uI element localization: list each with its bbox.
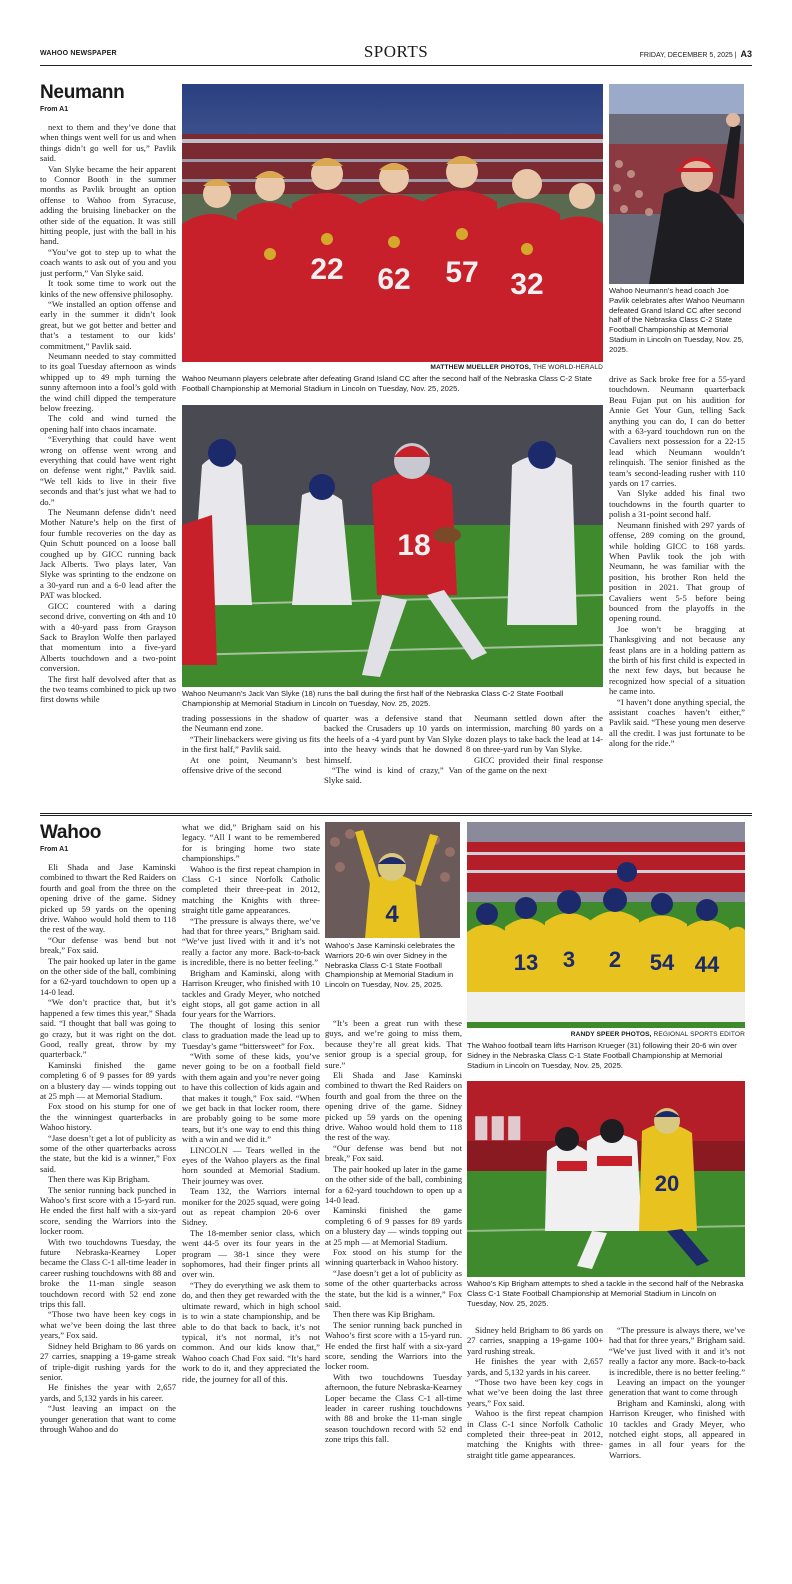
wahoo-column-1 — [40, 862, 176, 1502]
paragraph: “Our defense was bend but not break,” Fox said. — [325, 1142, 462, 1164]
neumann-jump-line: From A1 — [40, 106, 69, 113]
paragraph: Neumann needed to stay committed to its goal Tuesday afternoon as winds whipped up to 49 mph turning the sunny afternoon into a fool’s gold with the wind chill dipped the temperature below freezing. — [40, 350, 176, 413]
paragraph: “You’ve got to step up to what the coach wants to ask out of you and you just perform,” Van Slyke said. — [40, 246, 176, 278]
header-rule — [40, 65, 752, 66]
photo-caption: The Wahoo football team lifts Harrison Krueger (31) following their 20-6 win over Sidney in the Nebraska Class C-1 State Football Championship at Memorial Stadium in Lincoln on Tuesday, Nov. 25, 2025. — [467, 1041, 737, 1070]
paragraph: Brigham and Kaminski, along with Harrison Kreuger, who finished with 10 tackles and Grady Meyer, who notched eight stops, all got game action in all four years for the Warriors. — [182, 967, 320, 1020]
paragraph: Eli Shada and Jase Kaminski combined to thwart the Red Raiders on fourth and goal from the three on the opening drive of the game. Sidney picked up 59 yards on the opening drive. Wahoo would hold them to 118 the rest of the way. — [40, 862, 176, 935]
paragraph: “I haven’t done anything special, the assistant coaches haven’t either,” Pavlik said. “These young men deserve all the credit. I was just fortunate to be along for the ride.” — [609, 696, 745, 749]
kaminski-celebration-photo — [325, 822, 460, 938]
paragraph: The 18-member senior class, which went 44-5 over its four years in the program — 38-1 since they were sophomores, had their finger prints all over win. — [182, 1227, 320, 1280]
paragraph: “The wind is kind of crazy,” Van Slyke said. — [324, 765, 462, 786]
paragraph: what we did,” Brigham said on his legacy. “All I want to be remembered for is bringing home two state championships.” — [182, 822, 320, 864]
paragraph: “Those two have been key cogs in what we’ve been doing the last three years,” Fox said. — [40, 1309, 176, 1341]
neumann-celebration-photo — [182, 84, 603, 362]
neumann-column-2 — [182, 713, 320, 811]
paragraph: Fox stood on his stump for the winning quarterback in Wahoo history. — [325, 1246, 462, 1268]
paragraph: Sidney held Brigham to 86 yards on 27 carries, snapping a 19-game 100+ yard rushing streak. — [467, 1325, 603, 1356]
paragraph: Brigham and Kaminski, along with Harrison Kreuger, who finished with 10 tackles and Grady Meyer, who notched eight stops, all appeared in games in all four years for the Warriors. — [609, 1397, 745, 1460]
paragraph: Sidney held Brigham to 86 yards on 27 carries, snapping a 19-game streak of triple-digit rushing yards for the senior. — [40, 1340, 176, 1382]
paragraph: Kaminski finished the game completing 6 of 9 passes for 89 yards on a blustery day — winds topping out at 25 mph — at Memorial Stadium. — [40, 1059, 176, 1101]
photo-credit: MATTHEW MUELLER PHOTOS, THE WORLD-HERALD — [430, 364, 603, 371]
paragraph: The pair hooked up later in the game on the other side of the ball, combining for a 62-yard touchdown to open up a 14-0 lead. — [40, 955, 176, 997]
photo-credit: RANDY SPEER PHOTOS, REGIONAL SPORTS EDITOR — [570, 1031, 745, 1038]
jersey-number: 20 — [654, 1171, 680, 1196]
paragraph: “Our defense was bend but not break,” Fox said. — [40, 934, 176, 956]
issue-date: FRIDAY, DECEMBER 5, 2025 — [639, 52, 733, 59]
paragraph: “They do everything we ask them to do, and then they get rewarded with the ultimate reward, which in high school is to win a state championship, and be able to do that back to back, it’s not typical, it’s not normal, it’s not common. And our kids know that,” Wahoo coach Chad Fox said. “It’s hard work to do it, and they appreciated the ride, the journey for all of this. — [182, 1279, 320, 1384]
paragraph: LINCOLN — Tears welled in the eyes of the Wahoo players as the final horn sounded at Memorial Stadium. Their journey was over. — [182, 1144, 320, 1186]
paragraph: “The pressure is always there, we’ve had that for three years,” Brigham said. “We’ve just lived with it and it’s not really a factor any more. Back-to-back is incredible, there is no better feeling.” — [182, 915, 320, 968]
paragraph: “The pressure is always there, we’ve had that for three years,” Brigham said. “We’ve just lived with it and it’s not really a factor any more. Back-to-back is incredible, there is no better feeling.” — [609, 1325, 745, 1377]
paragraph: “We don’t practice that, but it’s happened a few times this year,” Shada said. “I thought that ball was going to go crazy, but it was right on the dot. Good, really great, throw by my quarterback.” — [40, 997, 176, 1060]
paragraph: GICC countered with a daring second drive, converting on 4th and 10 with a 40-yard pass from Grayson Sack to Braylon Wolfe then parlayed that momentum into a five-yard Alberts touchdown and a two-point conversion. — [40, 600, 176, 674]
paragraph: “Jase doesn’t get a lot of publicity as some of the other quarterbacks across the state, but the kid is a winner,” Fox said. — [40, 1132, 176, 1174]
brigham-tackle-photo — [467, 1081, 745, 1277]
jersey-number: 18 — [397, 529, 431, 562]
page-info — [640, 49, 752, 59]
photo-caption: Wahoo Neumann’s head coach Joe Pavlik celebrates after Wahoo Neumann defeated Grand Island CC after second half of the Nebraska Class C-2 State Football Championship at Memorial Stadium in Lincoln on Tuesday, Nov. 25, 2025. — [609, 286, 745, 354]
paragraph: The first half devolved after that as the two teams combined to pick up two first downs while — [40, 673, 176, 705]
page-number: A3 — [740, 49, 752, 59]
paragraph: With two touchdowns Tuesday, the future Nebraska-Kearney Loper became the Class C-1 all-time leader in career rushing touchdowns with 88 and broke the 11-man single season touchdown record with 52 end zone trips this fall. — [40, 1236, 176, 1310]
paragraph: Wahoo is the first repeat champion in Class C-1 since Norfolk Catholic completed their three-peat in 2012, matching the Knights with three-straight title game appearances. — [182, 863, 320, 916]
wahoo-column-5 — [609, 1325, 745, 1502]
photo-caption: Wahoo Neumann’s Jack Van Slyke (18) runs the ball during the first half of the Nebraska Class C-2 State Football Championship at Memorial Stadium in Lincoln on Tuesday, Nov. 25, 2025. — [182, 689, 564, 708]
paragraph: “Those two have been key cogs in what we’ve been doing the last three years,” Fox said. — [467, 1377, 603, 1408]
paragraph: Then there was Kip Brigham. — [333, 1309, 435, 1320]
paragraph: He finishes the year with 2,657 yards, and 5,132 yards in his career. — [467, 1356, 603, 1377]
paragraph: Joe won’t be bragging at Thanksgiving and not because any feast plans are in a holding pattern as the birth of his first child is expected in the next few days, but because he recognized how special of a situation he came into. — [609, 623, 745, 697]
jersey-number: 44 — [694, 952, 720, 977]
neumann-column-3 — [324, 713, 462, 811]
photo-caption: Wahoo’s Kip Brigham attempts to shed a tackle in the second half of the Nebraska Class C-1 State Football Championship at Memorial Stadium in Lincoln on Tuesday, Nov. 25, 2025. — [467, 1279, 744, 1308]
paragraph: Eli Shada and Jase Kaminski combined to thwart the Red Raiders on fourth and goal from the three on the opening drive of the game. Sidney picked up 59 yards on the opening drive. Wahoo would hold them to 118 the rest of the way. — [325, 1070, 462, 1143]
paragraph: “Their linebackers were giving us fits in the first half,” Pavlik said. — [182, 733, 320, 755]
paragraph: “It’s been a great run with these guys, and we’re going to miss them, because they’re all great kids. That senior group is a special group, for sure.” — [325, 1018, 462, 1070]
neumann-column-1 — [40, 122, 176, 810]
paragraph: The thought of losing this senior class to graduation made the lead up to Tuesday’s game “bittersweet” for Fox. — [182, 1019, 320, 1051]
coach-celebration-photo — [609, 84, 744, 284]
wahoo-column-4 — [467, 1325, 603, 1502]
paragraph: It took some time to work out the kinks of the new offensive philosophy. — [40, 278, 176, 299]
paragraph: “Everything that could have went wrong on offense went wrong and everything that could have went right on defense went right,” Pavlik said. “We tell kids to live in their five seconds and that’s just what we had to do.” — [40, 434, 176, 507]
paragraph: Then there was Kip Brigham. — [48, 1174, 150, 1185]
paragraph: “With some of these kids, you’ve never going to be on a football field with them again and you’re never going to have this collection of kids again and that makes it tough,” Fox said. “When we get back in that locker room, there are probably going to be some more tears, but it’s one way to end this thing with a win and we did it.” — [182, 1050, 320, 1145]
neumann-column-5 — [609, 374, 745, 811]
jersey-number: 13 — [513, 950, 539, 975]
paragraph: With two touchdowns Tuesday afternoon, the future Nebraska-Kearney Loper became the Class C-1 all-time leader in career rushing touchdowns with 88 and broke the 11-man single season touchdown record with 52 end zone trips this fall. — [325, 1371, 462, 1445]
header-separator: | — [734, 52, 737, 59]
paragraph: Kaminski finished the game completing 6 of 9 passes for 89 yards on a blustery day — winds topping out at 25 mph — at Memorial Stadium. — [325, 1205, 462, 1247]
paragraph: Van Slyke added his final two touchdowns in the fourth quarter to polish a 31-point second half. — [609, 488, 745, 520]
paragraph: next to them and they’ve done that when things went well for us and when things didn’t go well for us,” Pavlik said. — [40, 122, 176, 164]
svg-text:▮▮▮: ▮▮▮ — [473, 1110, 523, 1143]
paragraph: The senior running back punched in Wahoo’s first score with a 15-yard run. He ended the first half with a six-yard score, sending the Warriors into the locker room. — [325, 1319, 462, 1372]
wahoo-jump-line: From A1 — [40, 846, 69, 853]
newspaper-name: WAHOO NEWSPAPER — [40, 50, 117, 57]
jersey-number: 57 — [445, 256, 479, 289]
jersey-number: 54 — [649, 950, 675, 975]
wahoo-headline: Wahoo — [40, 822, 102, 843]
paragraph: The cold and wind turned the opening half into chaos incarnate. — [40, 413, 176, 434]
paragraph: trading possessions in the shadow of the Neumann end zone. — [182, 713, 320, 734]
paragraph: Neumann finished with 297 yards of offense, 289 coming on the ground, while holding GICC to 168 yards. When Pavlik took the job with Neumann, he was familiar with the position, his brother Ron held the position in 2021. That group of Cavaliers went 5-5 before being bounced from the playoffs in the opening round. — [609, 519, 745, 624]
paragraph: “Jase doesn’t get a lot of publicity as some of the other quarterbacks across the state, but the kid is a winner,” Fox said. — [325, 1267, 462, 1309]
paragraph: GICC provided their final response of the game on the next — [466, 754, 603, 776]
paragraph: He finishes the year with 2,657 yards, and 5,132 yards in his career. — [40, 1382, 176, 1403]
paragraph: Neumann settled down after the intermission, marching 80 yards on a dozen plays to take back the lead at 14-8 on three-yard run by Van Slyke. — [466, 713, 603, 755]
neumann-headline: Neumann — [40, 82, 125, 103]
jersey-number: 3 — [562, 947, 576, 972]
photo-caption: Wahoo Neumann players celebrate after defeating Grand Island CC after the second half of the Nebraska Class C-2 State Football Championship at Memorial Stadium in Lincoln on Tuesday, Nov. 25, 2025. — [182, 374, 593, 393]
paragraph: Leaving an impact on the younger generation that want to come through — [609, 1377, 745, 1398]
story-divider — [40, 813, 752, 816]
jersey-number: 32 — [510, 268, 544, 301]
paragraph: “We installed an option offense and early in the summer it didn’t look great, but we got better and better and that’s a testament to our kids’ commitment,” Pavlik said. — [40, 298, 176, 351]
wahoo-team-celebration-photo — [467, 822, 745, 1028]
neumann-column-4 — [466, 713, 603, 811]
paragraph: At one point, Neumann’s best offensive drive of the second — [182, 754, 320, 776]
jersey-number: 2 — [608, 947, 622, 972]
paragraph: drive as Sack broke free for a 55-yard touchdown. Neumann quarterback Beau Fujan put on his audition for Annie Get Your Gun, telling Sack anything you can do, I can do better with a 63-yard touchdown run on the Cavaliers next possession for a 22-15 lead which Neumann wouldn’t relinquish. The senior finished as the team’s second-leading rusher with 110 yards on 17 carries. — [609, 374, 745, 489]
paragraph: Van Slyke became the heir apparent to Connor Booth in the summer months as Pavlik brought an option offense to Wahoo from Syracuse, adding the bruising linebacker on the other side of the equation. It was still hitting people, just with the ball in his hand. — [40, 163, 176, 247]
jersey-number: 4 — [385, 901, 399, 928]
paragraph: The Neumann defense didn’t need Mother Nature’s help on the first of four fumble recoveries on the day as Quin Schutt pounced on a loose ball coughed up by GICC running back Jack Alberts. Two plays later, Van Slyke was sprinting to the endzone on a 30-yard run and a 6-0 lead after the PAT was blocked. — [40, 507, 176, 601]
wahoo-column-2 — [182, 822, 320, 1502]
paragraph: The pair hooked up later in the game on the other side of the ball, combining for a 62-yard touchdown to open up a 14-0 lead. — [325, 1163, 462, 1205]
paragraph: Wahoo is the first repeat champion in Class C-1 since Norfolk Catholic completed their three-peat in 2012, matching the Knights with three-straight title game appearances. — [467, 1408, 603, 1460]
wahoo-column-3 — [325, 1018, 462, 1502]
jersey-number: 62 — [377, 263, 411, 296]
paragraph: quarter was a defensive stand that backed the Crusaders up 10 yards on the heels of a -4 yard punt by Van Slyke into the heavy winds that he downed himself. — [324, 713, 462, 765]
section-title: SPORTS — [363, 42, 429, 61]
jersey-number: 22 — [310, 253, 344, 286]
paragraph: Team 132, the Warriors internal moniker for the 2025 squad, were going out as repeat champion 20-6 over Sidney. — [182, 1186, 320, 1228]
photo-caption: Wahoo’s Jase Kaminski celebrates the Warriors 20-6 win over Sidney in the Nebraska Class C-1 State Football Championship at Memorial Stadium in Lincoln on Tuesday, Nov. 25, 2025. — [325, 941, 456, 990]
paragraph: “Just leaving an impact on the younger generation that want to come through Wahoo and do — [40, 1403, 176, 1434]
paragraph: Fox stood on his stump for one of the the winningest quarterbacks in Wahoo history. — [40, 1101, 176, 1133]
van-slyke-run-photo — [182, 405, 603, 687]
paragraph: The senior running back punched in Wahoo’s first score with a 15-yard run. He ended the first half with a six-yard score, sending the Warriors into the locker room. — [40, 1184, 176, 1237]
